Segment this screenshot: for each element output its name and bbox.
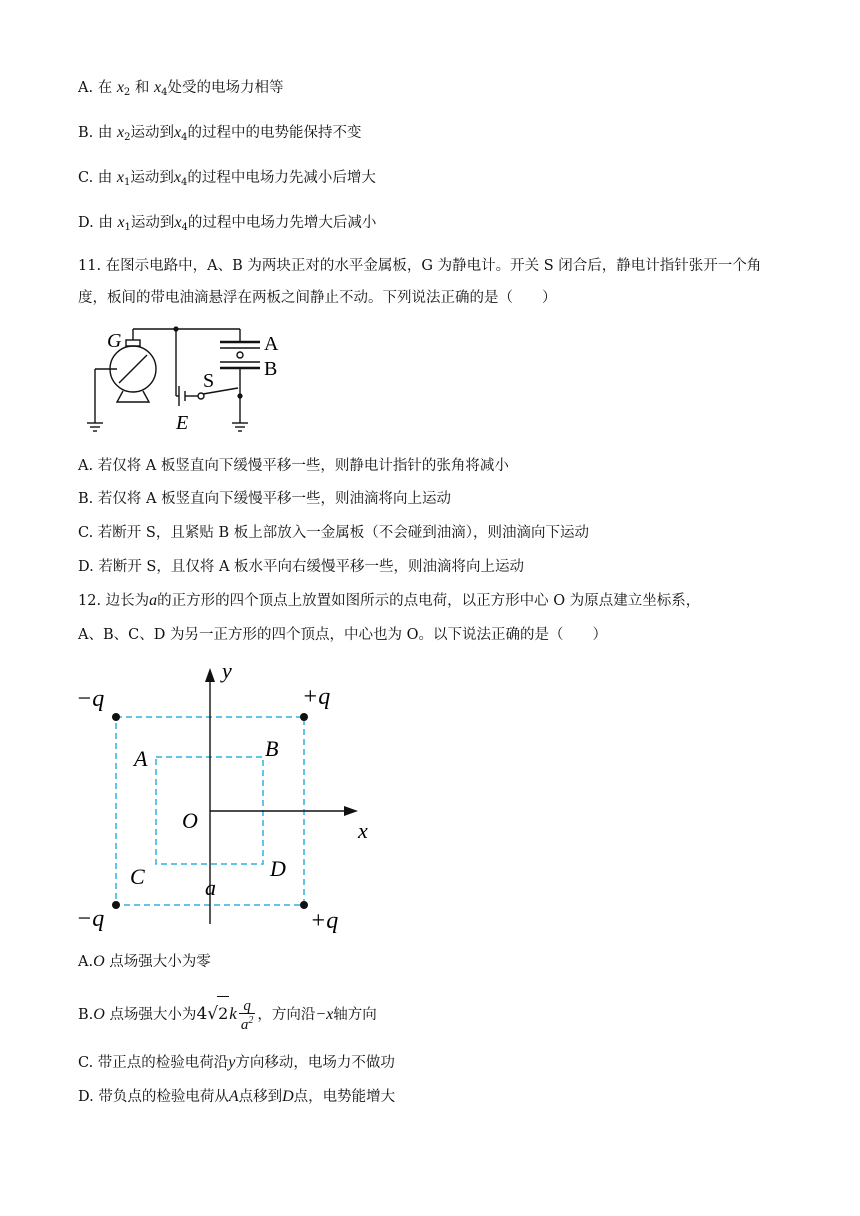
- label-point-d: D: [270, 856, 286, 881]
- charge-top-right: [300, 713, 308, 721]
- label-g: G: [107, 330, 122, 352]
- q10-option-c: C. 由 $x_1$运动到$x_4$的过程中电场力先减小后增大: [78, 169, 376, 188]
- sqrt-symbol: √: [207, 1004, 219, 1024]
- q11-option-a: A. 若仅将 A 板竖直向下缓慢平移一些，则静电计指针的张角将减小: [78, 458, 509, 474]
- x-axis-arrow: [344, 806, 358, 816]
- label-side-a: a: [205, 875, 216, 900]
- q12-stem-line1: 12. 边长为a的正方形的四个顶点上放置如图所示的点电荷，以正方形中心 O 为原点建立坐标系，: [78, 592, 701, 609]
- q10-option-b: B. 由 $x_2$运动到$x_4$的过程中的电势能保持不变: [78, 124, 362, 143]
- formula-coef: 4: [196, 1004, 208, 1024]
- label-plate-b: B: [264, 358, 278, 380]
- q12-charge-diagram: [70, 656, 390, 941]
- label-charge-top-right: +q: [302, 684, 331, 710]
- q12-option-a: A.O 点场强大小为零: [78, 953, 211, 970]
- q12-option-b: B.O 点场强大小为4√2k $\frac{q}{a^2}$ ，方向沿−x轴方向: [78, 997, 377, 1033]
- q10-option-a: A. 在 $x_2$ 和 $x_4$处受的电场力相等: [78, 79, 284, 98]
- label-point-c: C: [130, 864, 145, 889]
- y-axis-arrow: [205, 668, 215, 682]
- q12-option-c: C. 带正点的检验电荷沿y方向移动，电场力不做功: [78, 1054, 395, 1071]
- q11-circuit-diagram: [80, 318, 300, 443]
- label-y: y: [222, 658, 232, 683]
- label-charge-bottom-right: +q: [310, 908, 339, 934]
- q12-option-d: D. 带负点的检验电荷从A点移到D点，电势能增大: [78, 1088, 396, 1105]
- fraction: $\frac{q}{a^2}$: [240, 997, 254, 1033]
- label-charge-bottom-left: −q: [76, 906, 105, 932]
- sqrt-radicand: 2: [217, 996, 229, 1031]
- electroscope-needle: [119, 355, 147, 383]
- q11-option-d: D. 若断开 S，且仅将 A 板水平向右缓慢平移一些，则油滴将向上运动: [78, 559, 525, 575]
- label-charge-top-left: −q: [76, 686, 105, 712]
- label-battery-e: E: [176, 412, 189, 434]
- charge-bottom-right: [300, 901, 308, 909]
- label-point-b: B: [265, 736, 279, 761]
- q10-option-d: D. 由 $x_1$运动到$x_4$的过程中电场力先增大后减小: [78, 214, 377, 233]
- label-point-a: A: [134, 746, 148, 771]
- q11-option-c: C. 若断开 S，且紧贴 B 板上部放入一金属板（不会碰到油滴），则油滴向下运动: [78, 525, 589, 541]
- charge-bottom-left: [112, 901, 120, 909]
- label-plate-a: A: [264, 333, 279, 355]
- q11-option-b: B. 若仅将 A 板竖直向下缓慢平移一些，则油滴将向上运动: [78, 491, 452, 507]
- charge-top-left: [112, 713, 120, 721]
- q11-stem-line1: 11. 在图示电路中，A、B 为两块正对的水平金属板，G 为静电计。开关 S 闭合后，静电计指针张开一个角: [78, 258, 762, 274]
- label-x: x: [358, 818, 368, 843]
- label-switch-s: S: [203, 370, 215, 392]
- q12-stem-line2: A、B、C、D 为另一正方形的四个顶点，中心也为 O。以下说法正确的是（ ）: [78, 627, 607, 643]
- q11-stem-line2: 度，板间的带电油滴悬浮在两板之间静止不动。下列说法正确的是（ ）: [78, 290, 557, 306]
- label-origin: O: [182, 808, 198, 833]
